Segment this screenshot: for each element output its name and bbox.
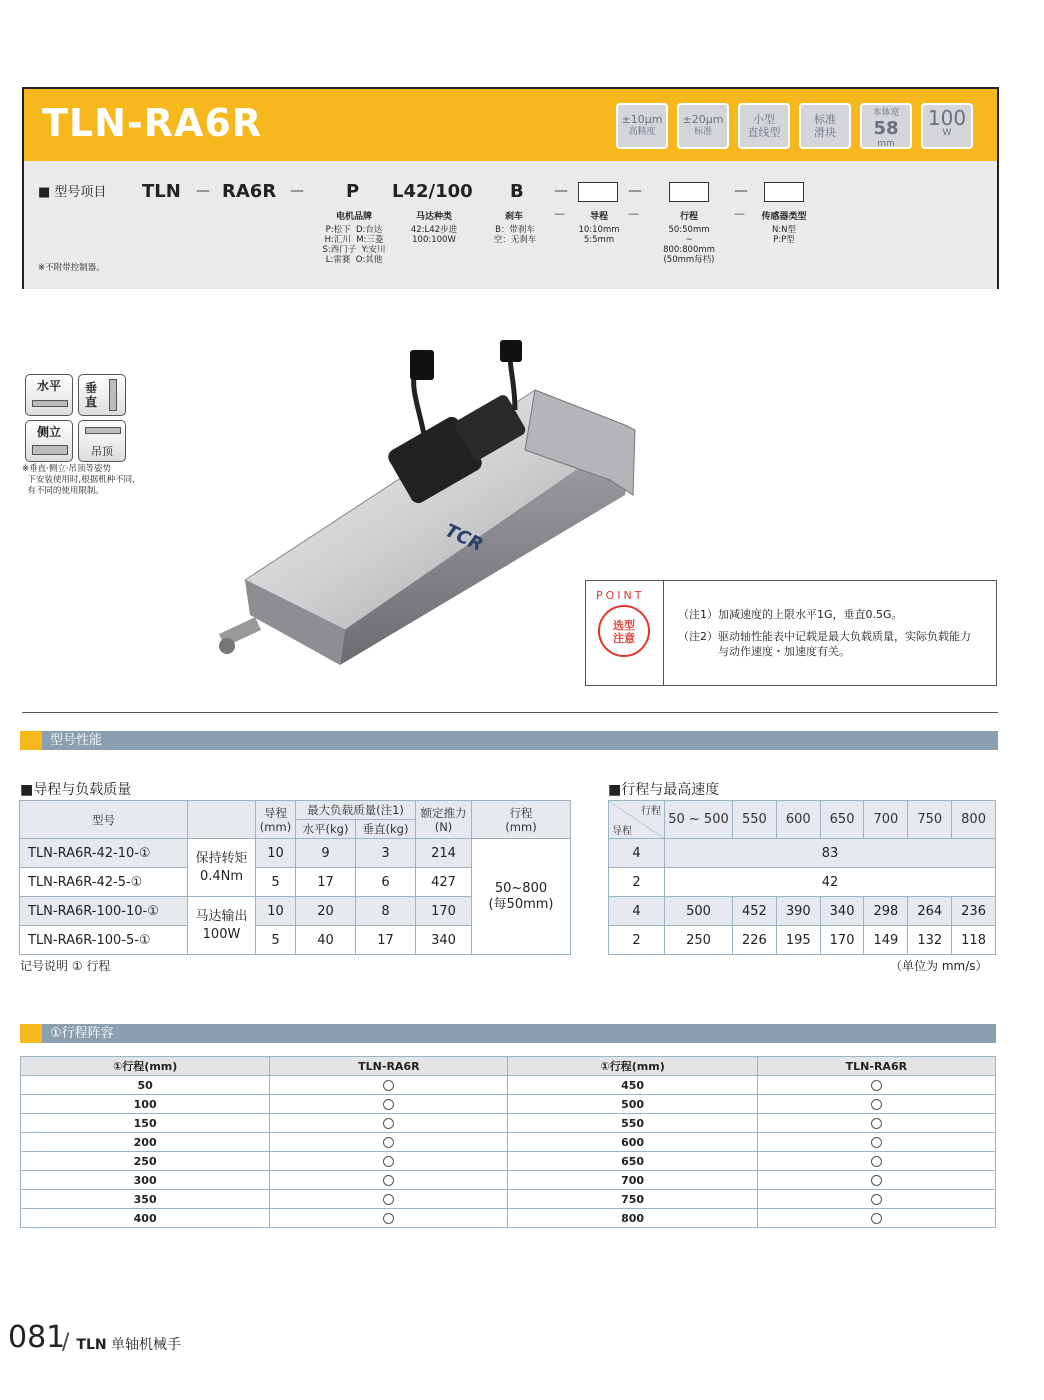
cell-stroke: 550 [508, 1114, 757, 1133]
cell-lead: 10 [256, 839, 296, 868]
badge-subtext: 标准 [693, 127, 712, 137]
code-dash: — [554, 183, 568, 199]
th-horizontal: 水平(kg) [296, 820, 356, 839]
cell-speed: 118 [952, 926, 996, 955]
orientation-ceiling-icon [78, 420, 126, 462]
cell-availability [270, 1095, 508, 1114]
code-motor-brand: P [346, 181, 360, 202]
cell-speed: 149 [864, 926, 908, 955]
cell-stroke: 650 [508, 1152, 757, 1171]
cell-lead: 4 [609, 897, 665, 926]
caption-lead: 导程 [589, 212, 608, 222]
cell-speed: 340 [820, 897, 864, 926]
code-dash: — [628, 183, 642, 199]
caption-stroke: 行程 [679, 212, 698, 222]
point-panel [586, 581, 664, 685]
rail-shape [85, 427, 121, 434]
availability-circle-icon [871, 1080, 882, 1091]
title-band [24, 89, 997, 161]
cell-model: TLN-RA6R-100-5-① [20, 926, 188, 955]
table-row [21, 1133, 996, 1152]
code-stroke-box [669, 182, 709, 202]
options-sensor: N:N型 P:P型 [771, 225, 797, 245]
code-lead-box [578, 182, 618, 202]
badge-slider [799, 103, 851, 149]
code-sensor-box [764, 182, 804, 202]
cell-lead: 2 [609, 868, 665, 897]
th-stroke: 行程 (mm) [472, 801, 571, 839]
badge-compact [738, 103, 790, 149]
availability-circle-icon [383, 1175, 394, 1186]
cell-stroke: 250 [21, 1152, 270, 1171]
cell-speed: 500 [665, 897, 733, 926]
orientation-vertical-icon [78, 374, 126, 416]
availability-circle-icon [383, 1080, 394, 1091]
options-lead: 10:10mm 5:5mm [578, 225, 620, 245]
cell-horizontal: 9 [296, 839, 356, 868]
badge-text: 小型 [753, 113, 775, 126]
th-stroke: ①行程(mm) [508, 1057, 757, 1076]
availability-circle-icon [383, 1156, 394, 1167]
cell-vertical: 8 [356, 897, 416, 926]
table-row [609, 926, 996, 955]
th-stroke-col: 600 [776, 801, 820, 839]
orientation-label: 垂直 [84, 381, 97, 409]
badge-subtext: 滑块 [814, 126, 836, 139]
cell-speed: 42 [665, 868, 996, 897]
options-motor-type: 42:L42步进 100:100W [410, 225, 458, 245]
cell-model: TLN-RA6R-42-5-① [20, 868, 188, 897]
availability-circle-icon [871, 1213, 882, 1224]
cell-horizontal: 20 [296, 897, 356, 926]
cell-availability [757, 1095, 995, 1114]
table-row [21, 1095, 996, 1114]
table-row [21, 1190, 996, 1209]
cell-model: TLN-RA6R-42-10-① [20, 839, 188, 868]
orientation-horizontal-icon [25, 374, 73, 416]
cell-availability [270, 1152, 508, 1171]
th-corner [609, 801, 665, 839]
availability-circle-icon [871, 1099, 882, 1110]
th-blank [188, 801, 256, 839]
cell-stroke: 50~800 (每50mm) [472, 839, 571, 955]
cell-stroke: 750 [508, 1190, 757, 1209]
cell-stroke: 450 [508, 1076, 757, 1095]
code-series: TLN [142, 181, 181, 202]
th-model: TLN-RA6R [757, 1057, 995, 1076]
badge-precision-10 [616, 103, 668, 149]
cell-speed: 250 [665, 926, 733, 955]
cell-thrust: 427 [416, 868, 472, 897]
th-thrust: 额定推力 (N) [416, 801, 472, 839]
cell-speed: 264 [908, 897, 952, 926]
corner-stroke-label: 行程 [641, 806, 661, 817]
cell-availability [757, 1171, 995, 1190]
cell-availability [270, 1076, 508, 1095]
cell-speed: 390 [776, 897, 820, 926]
cell-vertical: 17 [356, 926, 416, 955]
cell-lead: 2 [609, 926, 665, 955]
code-dash: — [290, 183, 304, 199]
cell-availability [270, 1133, 508, 1152]
availability-circle-icon [871, 1194, 882, 1205]
note-1: （注1）加减速度的上限水平1G，垂直0.5G。 [678, 608, 903, 621]
th-stroke-col: 650 [820, 801, 864, 839]
cell-stroke: 700 [508, 1171, 757, 1190]
th-model: TLN-RA6R [270, 1057, 508, 1076]
cell-speed: 83 [665, 839, 996, 868]
availability-circle-icon [871, 1175, 882, 1186]
cell-stroke: 400 [21, 1209, 270, 1228]
orientation-label: 水平 [36, 379, 61, 393]
cell-thrust: 214 [416, 839, 472, 868]
th-stroke-col: 50 ~ 500 [665, 801, 733, 839]
cell-lead: 10 [256, 897, 296, 926]
table-row [21, 1171, 996, 1190]
cell-availability [270, 1171, 508, 1190]
section-title: 型号性能 [50, 733, 103, 748]
rail-shape [109, 379, 117, 411]
th-lead: 导程 (mm) [256, 801, 296, 839]
speed-table [608, 800, 996, 955]
cell-speed: 170 [820, 926, 864, 955]
unit-note: （单位为 mm/s） [890, 959, 988, 973]
stroke-table [20, 1056, 996, 1228]
cell-availability [757, 1209, 995, 1228]
load-table-title: ■导程与负载质量 [20, 782, 132, 798]
cell-availability [270, 1190, 508, 1209]
code-dash: — [734, 183, 748, 199]
caption-motor-type: 马达种类 [415, 212, 452, 222]
availability-circle-icon [383, 1194, 394, 1205]
orientation-label: 吊顶 [91, 445, 113, 458]
availability-circle-icon [383, 1213, 394, 1224]
controller-note: ※不附带控制器。 [38, 263, 105, 273]
table-row [609, 897, 996, 926]
cell-speed: 298 [864, 897, 908, 926]
th-stroke-col: 750 [908, 801, 952, 839]
table-row [20, 839, 571, 868]
product-logo: TCR [441, 520, 487, 556]
note-2: （注2）驱动轴性能表中记载是最大负载质量，实际负载能力 [678, 630, 971, 643]
badge-unit: mm [877, 139, 895, 149]
cell-stroke: 800 [508, 1209, 757, 1228]
th-stroke: ①行程(mm) [21, 1057, 270, 1076]
th-stroke-col: 700 [864, 801, 908, 839]
cell-speed: 195 [776, 926, 820, 955]
section-stroke-lineup [20, 1024, 996, 1043]
point-circle-text: 注意 [613, 632, 635, 645]
footer-series-name: 单轴机械手 [111, 1337, 182, 1353]
availability-circle-icon [871, 1118, 882, 1129]
selection-notes-box [585, 580, 997, 686]
badge-power [921, 103, 973, 149]
cell-stroke: 100 [21, 1095, 270, 1114]
badge-precision-20 [677, 103, 729, 149]
cell-availability [757, 1076, 995, 1095]
badge-text: 本体宽 [872, 108, 900, 118]
speed-table-title: ■行程与最高速度 [608, 782, 720, 798]
options-stroke: 50:50mm ~ 800:800mm (50mm每档) [663, 225, 715, 265]
divider [22, 712, 998, 713]
code-dash: — [196, 183, 210, 199]
cell-model: TLN-RA6R-100-10-① [20, 897, 188, 926]
point-circle-icon [598, 605, 650, 657]
availability-circle-icon [383, 1137, 394, 1148]
th-max-load: 最大负载质量(注1) [296, 801, 416, 820]
orientation-side-icon [25, 420, 73, 462]
cell-speed: 132 [908, 926, 952, 955]
cell-stroke: 50 [21, 1076, 270, 1095]
th-model: 型号 [20, 801, 188, 839]
th-vertical: 垂直(kg) [356, 820, 416, 839]
caption-brake: 刹车 [504, 212, 523, 222]
cell-speed: 226 [733, 926, 777, 955]
caption-sensor: 传感器类型 [761, 212, 807, 222]
table-row [21, 1076, 996, 1095]
cell-group-torque: 保持转矩 0.4Nm [188, 839, 256, 897]
badge-text: ±20μm [682, 113, 724, 126]
cell-lead: 5 [256, 926, 296, 955]
rail-shape [32, 445, 68, 455]
cell-stroke: 300 [21, 1171, 270, 1190]
model-header [22, 87, 999, 289]
model-code-label: ■ 型号项目 [38, 185, 107, 200]
code-dash: — [554, 207, 565, 220]
availability-circle-icon [871, 1156, 882, 1167]
table-row [609, 839, 996, 868]
badge-body-width [860, 103, 912, 149]
cell-thrust: 340 [416, 926, 472, 955]
availability-circle-icon [383, 1099, 394, 1110]
code-brake: B [510, 181, 524, 202]
orientation-note: ※垂直·侧立·吊顶等姿势 下安装使用时,根据机种不同, 有不同的使用限制。 [22, 464, 135, 496]
options-motor-brand: P:松下 D:台达 H:汇川 M:三菱 S:西门子 Y:安川 L:雷赛 O:其他 [322, 225, 386, 265]
section-accent [20, 1024, 42, 1043]
cell-horizontal: 17 [296, 868, 356, 897]
cell-vertical: 6 [356, 868, 416, 897]
availability-circle-icon [383, 1118, 394, 1129]
cell-lead: 5 [256, 868, 296, 897]
cell-stroke: 150 [21, 1114, 270, 1133]
cell-availability [270, 1209, 508, 1228]
badge-subtext: 高精度 [628, 127, 656, 137]
badge-value: 58 [873, 118, 899, 139]
page-title: TLN-RA6R [42, 101, 263, 145]
cell-availability [757, 1133, 995, 1152]
note-2-continued: 与动作速度・加速度有关。 [718, 645, 850, 658]
table-row [609, 868, 996, 897]
table-row [21, 1114, 996, 1133]
orientation-label: 侧立 [36, 425, 61, 439]
section-performance [20, 731, 998, 750]
cell-speed: 452 [733, 897, 777, 926]
cell-thrust: 170 [416, 897, 472, 926]
options-brake: B：带刹车 空：无刹车 [493, 225, 537, 245]
corner-lead-label: 导程 [612, 826, 632, 837]
cell-availability [270, 1114, 508, 1133]
badge-text: ±10μm [621, 113, 663, 126]
actuator-image [215, 330, 645, 670]
cell-horizontal: 40 [296, 926, 356, 955]
code-motor-type: L42/100 [392, 181, 473, 202]
cell-availability [757, 1114, 995, 1133]
section-title: ①行程阵容 [50, 1026, 114, 1041]
table-row [21, 1152, 996, 1171]
th-stroke-col: 550 [733, 801, 777, 839]
badge-unit: W [942, 128, 952, 138]
cell-availability [757, 1190, 995, 1209]
code-dash: — [734, 207, 745, 220]
badge-value: 100 [927, 106, 967, 130]
stroke-table-body [21, 1076, 996, 1228]
point-word: POINT [596, 589, 645, 602]
badge-text: 标准 [814, 113, 836, 126]
th-stroke-col: 800 [952, 801, 996, 839]
page-number: 081 [8, 1320, 66, 1355]
cell-stroke: 600 [508, 1133, 757, 1152]
model-code-panel [24, 161, 997, 289]
cell-lead: 4 [609, 839, 665, 868]
availability-circle-icon [871, 1137, 882, 1148]
load-table [19, 800, 571, 955]
table-row [21, 1209, 996, 1228]
footer-series-code: TLN [76, 1337, 107, 1353]
cell-availability [757, 1152, 995, 1171]
cell-speed: 236 [952, 897, 996, 926]
legend-text: 记号说明 ① 行程 [20, 959, 111, 973]
cell-stroke: 200 [21, 1133, 270, 1152]
cell-group-power: 马达输出 100W [188, 897, 256, 955]
code-dash: — [628, 207, 639, 220]
code-type: RA6R [222, 181, 277, 202]
caption-motor-brand: 电机品牌 [335, 212, 372, 222]
rail-shape [32, 400, 68, 407]
section-accent [20, 731, 42, 750]
badge-subtext: 直线型 [747, 126, 781, 139]
point-circle-text: 选型 [613, 619, 635, 632]
cell-stroke: 350 [21, 1190, 270, 1209]
footer-series: / TLN 单轴机械手 [62, 1330, 182, 1355]
cell-vertical: 3 [356, 839, 416, 868]
cell-stroke: 500 [508, 1095, 757, 1114]
